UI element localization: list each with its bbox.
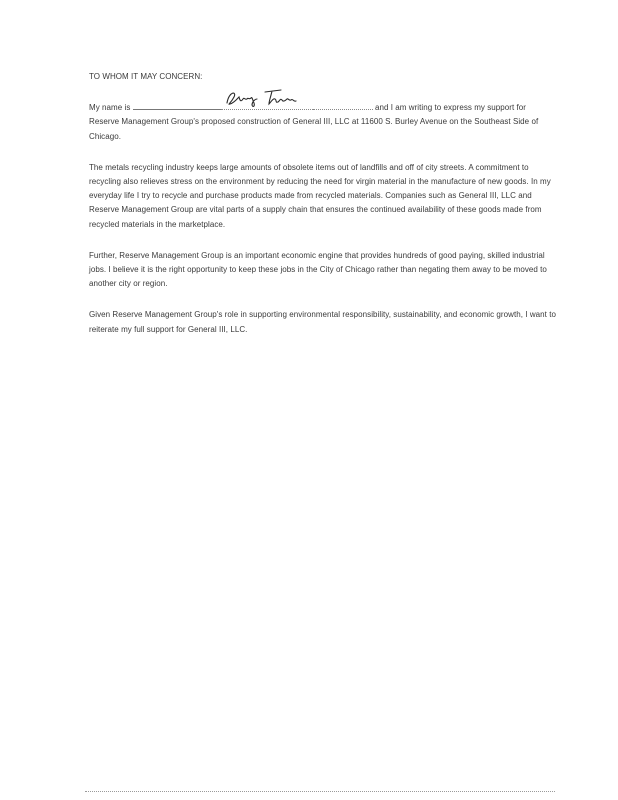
handwritten-signature bbox=[221, 99, 313, 110]
footer-rule bbox=[85, 791, 555, 793]
intro-paragraph bbox=[89, 99, 557, 144]
intro-suffix: and I am writing to express my support for Reserve Management Group's proposed construction of General III, LLC at 11600 S. Burley Avenue on the Southeast Side of Chicago. bbox=[89, 103, 539, 141]
intro-prefix: My name is bbox=[89, 103, 131, 113]
signature-icon bbox=[225, 87, 311, 109]
paragraph-closing: Given Reserve Management Group's role in supporting environmental responsibility, sustainability, and economic growth, I want to reiterate my full support for General III, LLC. bbox=[89, 310, 556, 334]
name-blank-line-end bbox=[313, 100, 373, 110]
paragraph-recycling: The metals recycling industry keeps large amounts of obsolete items out of landfills and off of city streets. A commitment to recycling also relieves stress on the environment by reducing the need for virgin material in the manufacture of new goods. In my everyday life I try to recycle and purchase products made from recycled materials. Companies such as General III, LLC and Reserve Management Group are vital parts of a supply chain that ensures the continued availability of these goods made from recycled materials in the marketplace. bbox=[89, 162, 551, 229]
salutation: TO WHOM IT MAY CONCERN: bbox=[89, 72, 203, 81]
name-blank-line bbox=[133, 100, 221, 110]
letter-body bbox=[89, 70, 557, 354]
paragraph-economy: Further, Reserve Management Group is an important economic engine that provides hundreds of good paying, skilled industrial jobs. I believe it is the right opportunity to keep these jobs in the City of Chicago rather than negating them away to be moved to another city or region. bbox=[89, 250, 547, 289]
